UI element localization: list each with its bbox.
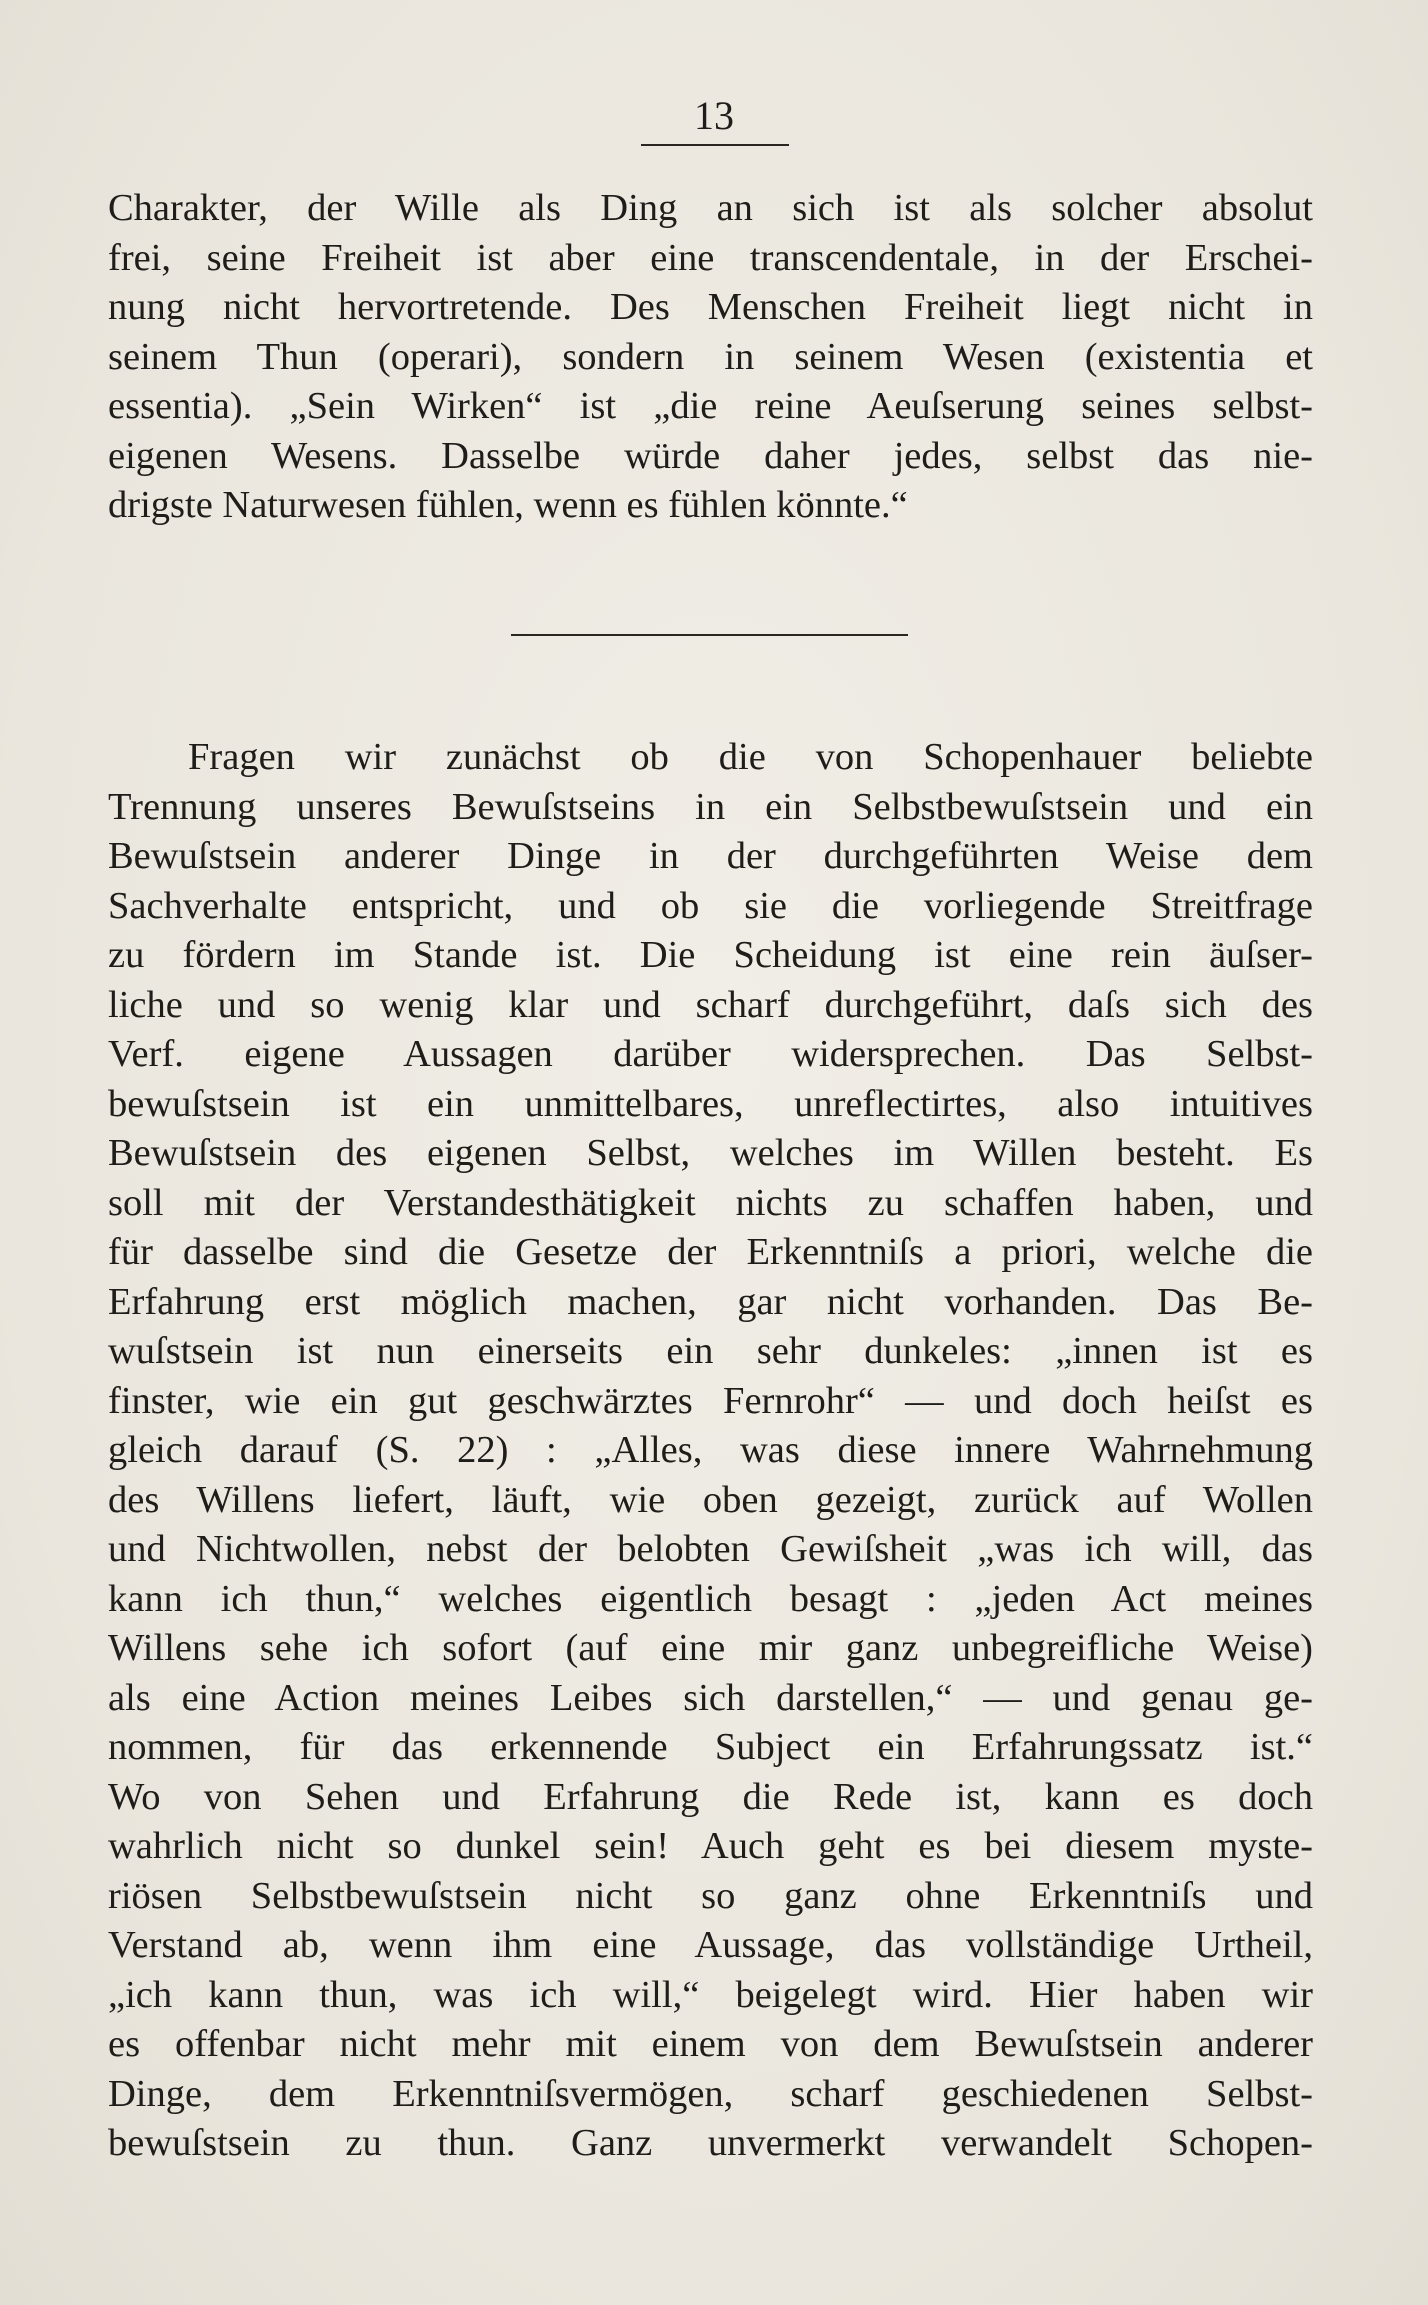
paragraph-continuation — [108, 184, 1313, 531]
text-line: Verstand ab, wenn ihm eine Aussage, das vollständige Urtheil, — [108, 1924, 1313, 1966]
text-line: eigenen Wesens. Dasselbe würde daher jedes, selbst das nie- — [108, 434, 1313, 477]
page-number: 13 — [694, 93, 734, 138]
text-line: als eine Action meines Leibes sich darstellen,“ — und genau ge- — [108, 1676, 1313, 1719]
text-line: soll mit der Verstandesthätigkeit nichts zu schaffen haben, und — [108, 1181, 1313, 1224]
paragraph-main — [108, 733, 1313, 2169]
text-line: bewuſstsein zu thun. Ganz unvermerkt verwandelt Schopen- — [108, 2122, 1313, 2164]
text-line: kann ich thun,“ welches eigentlich besagt : „jeden Act meines — [108, 1577, 1313, 1620]
text-line: nommen, für das erkennende Subject ein Erfahrungssatz ist.“ — [108, 1726, 1313, 1768]
text-line: Fragen wir zunächst ob die von Schopenhauer beliebte — [188, 736, 1313, 778]
text-line: Sachverhalte entspricht, und ob sie die vorliegende Streitfrage — [108, 884, 1313, 927]
page-number-underline — [641, 144, 789, 146]
text-line: gleich darauf (S. 22) : „Alles, was diese innere Wahrnehmung — [108, 1429, 1313, 1471]
text-line: Wo von Sehen und Erfahrung die Rede ist, kann es doch — [108, 1775, 1313, 1818]
text-line: drigste Naturwesen fühlen, wenn es fühlen könnte.“ — [108, 484, 908, 526]
section-divider — [511, 634, 908, 636]
text-line: Dinge, dem Erkenntniſsvermögen, scharf geschiedenen Selbst- — [108, 2072, 1313, 2115]
text-line: und Nichtwollen, nebst der belobten Gewiſsheit „was ich will, das — [108, 1528, 1313, 1570]
text-line: Charakter, der Wille als Ding an sich ist als solcher absolut — [108, 187, 1313, 229]
text-line: für dasselbe sind die Gesetze der Erkenntniſs a priori, welche die — [108, 1231, 1313, 1273]
text-line: wuſstsein ist nun einerseits ein sehr dunkeles: „innen ist es — [108, 1330, 1313, 1372]
text-line: essentia). „Sein Wirken“ ist „die reine Aeuſserung seines selbst- — [108, 385, 1313, 427]
text-line: wahrlich nicht so dunkel sein! Auch geht es bei diesem myste- — [108, 1825, 1313, 1867]
text-line: Verf. eigene Aussagen darüber widersprechen. Das Selbst- — [108, 1033, 1313, 1075]
text-line: seinem Thun (operari), sondern in seinem Wesen (existentia et — [108, 335, 1313, 378]
text-line: bewuſstsein ist ein unmittelbares, unreflectirtes, also intuitives — [108, 1082, 1313, 1125]
text-line: des Willens liefert, läuft, wie oben gezeigt, zurück auf Wollen — [108, 1478, 1313, 1521]
text-line: Trennung unseres Bewuſstseins in ein Selbstbewuſstsein und ein — [108, 785, 1313, 828]
text-line: frei, seine Freiheit ist aber eine transcendentale, in der Erschei- — [108, 236, 1313, 279]
text-line: nung nicht hervortretende. Des Menschen Freiheit liegt nicht in — [108, 286, 1313, 328]
text-line: finster, wie ein gut geschwärztes Fernrohr“ — und doch heiſst es — [108, 1379, 1313, 1422]
text-line: es offenbar nicht mehr mit einem von dem Bewuſstsein anderer — [108, 2023, 1313, 2065]
text-line: Willens sehe ich sofort (auf eine mir ganz unbegreifliche Weise) — [108, 1627, 1313, 1669]
text-line: Erfahrung erst möglich machen, gar nicht vorhanden. Das Be- — [108, 1280, 1313, 1323]
text-line: Bewuſstsein des eigenen Selbst, welches im Willen besteht. Es — [108, 1132, 1313, 1174]
text-line: Bewuſstsein anderer Dinge in der durchgeführten Weise dem — [108, 835, 1313, 877]
text-line: „ich kann thun, was ich will,“ beigelegt wird. Hier haben wir — [108, 1973, 1313, 2016]
text-line: liche und so wenig klar und scharf durchgeführt, daſs sich des — [108, 983, 1313, 1026]
text-line: zu fördern im Stande ist. Die Scheidung ist eine rein äuſser- — [108, 934, 1313, 976]
text-line: riösen Selbstbewuſstsein nicht so ganz ohne Erkenntniſs und — [108, 1874, 1313, 1917]
